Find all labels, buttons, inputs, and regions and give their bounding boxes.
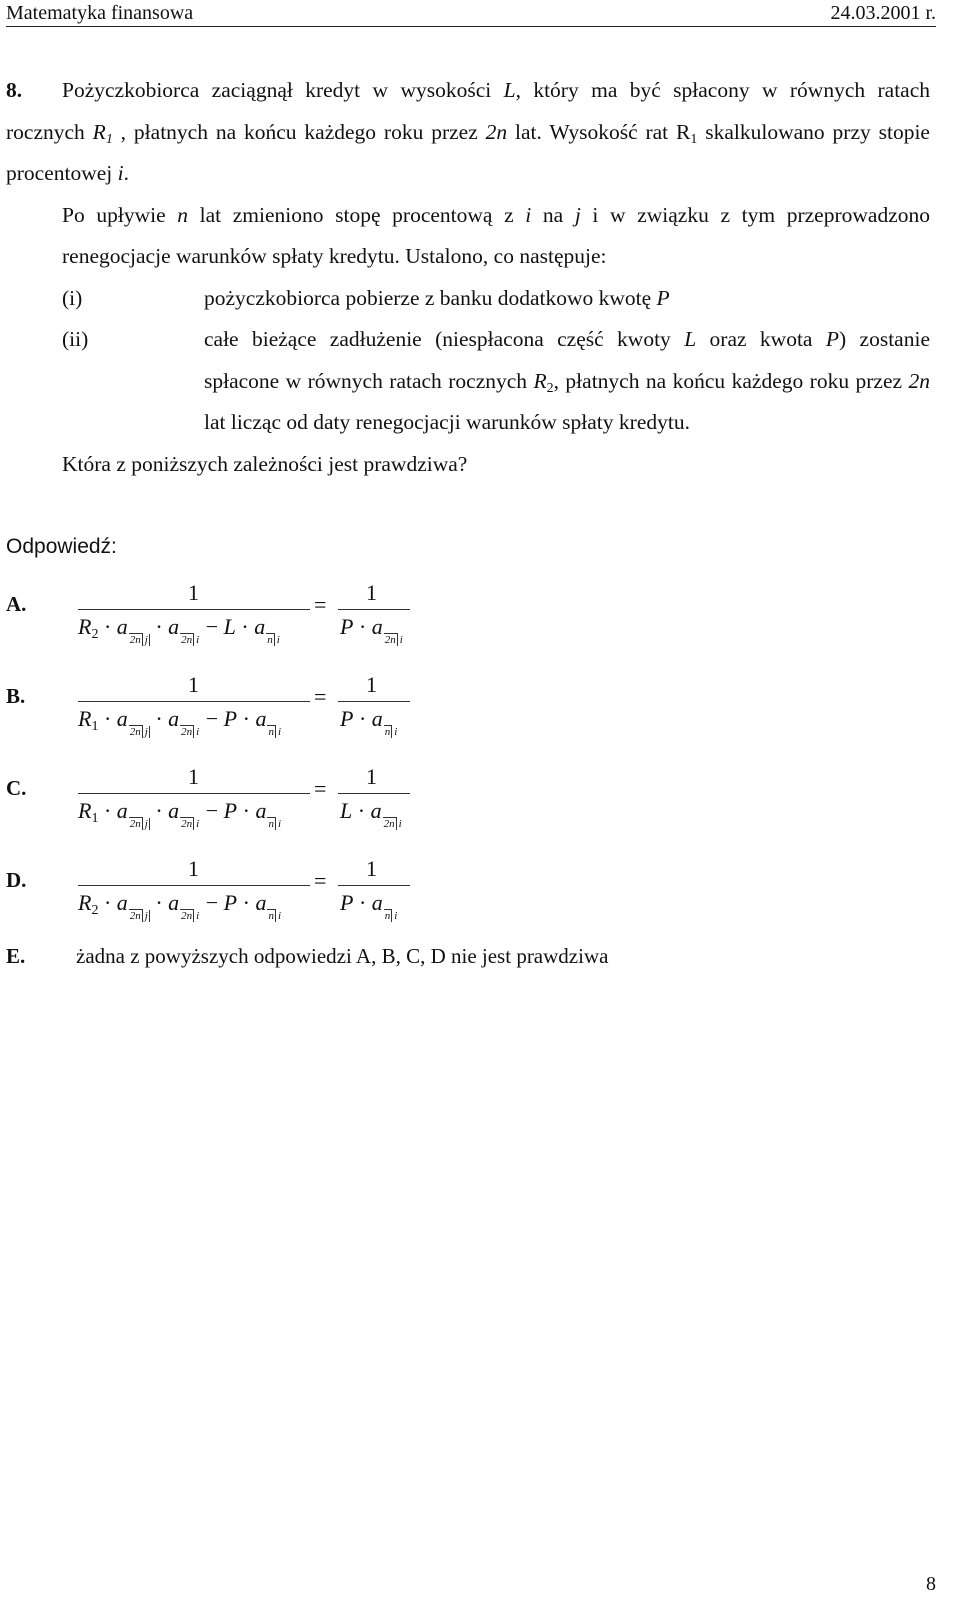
left-numerator: 1: [188, 856, 199, 881]
right-numerator: 1: [366, 856, 377, 881]
left-denominator: $R_2 \cdot a_{2n}$ $_j \cdot a_{2n}$ $_i - L \cdot a_n$ $_i$: [78, 614, 280, 646]
list-item-tag: (i): [62, 285, 83, 310]
page-number: 8: [926, 1573, 936, 1595]
problem-number: 8.: [6, 78, 23, 102]
list-item-tag: (ii): [62, 327, 89, 351]
option-formula-c: [78, 764, 438, 834]
option-label-e: E.: [6, 944, 26, 968]
list-item: (i) pożyczkobiorca pobierze z banku dodatkowo kwotę P: [6, 278, 930, 320]
option-formula-a: [78, 580, 438, 650]
left-numerator: 1: [188, 672, 199, 697]
right-denominator: $P \cdot a_n$ $_i$: [340, 706, 398, 738]
right-fraction-bar: [338, 885, 410, 886]
left-fraction-bar: [78, 609, 310, 610]
equals-sign: =: [314, 776, 327, 801]
equals-sign: =: [314, 592, 327, 617]
left-fraction-bar: [78, 885, 310, 886]
left-denominator: $R_2 \cdot a_{2n}$ $_j \cdot a_{2n}$ $_i - P \cdot a_n$ $_i$: [78, 890, 281, 922]
option-label-a: A.: [6, 592, 27, 616]
left-numerator: 1: [188, 580, 199, 605]
answer-title: Odpowiedź:: [6, 535, 117, 558]
problem-text: [6, 70, 930, 485]
option-label-c: C.: [6, 776, 27, 800]
equals-sign: =: [314, 868, 327, 893]
option-label-d: D.: [6, 868, 27, 892]
left-denominator: $R_1 \cdot a_{2n}$ $_j \cdot a_{2n}$ $_i - P \cdot a_n$ $_i$: [78, 798, 281, 830]
option-formula-b: [78, 672, 438, 742]
right-numerator: 1: [366, 580, 377, 605]
right-fraction-bar: [338, 701, 410, 702]
list-item: (ii) całe bieżące zadłużenie (niespłacona część kwoty L oraz kwota P) zostanie spłacone w równych ratach rocznych $R_2$, płatnych na końcu każdego roku przez 2n lat licząc od daty renegocjacji warunków spłaty kredytu.: [6, 319, 930, 444]
right-denominator: $P \cdot a_{2n}$ $_i$: [340, 614, 403, 646]
right-fraction-bar: [338, 793, 410, 794]
right-denominator: $P \cdot a_n$ $_i$: [340, 890, 398, 922]
problem-question: Która z poniższych zależności jest prawdziwa?: [62, 451, 468, 476]
left-fraction-bar: [78, 793, 310, 794]
header-date: 24.03.2001 r.: [830, 2, 936, 24]
option-e-text: żadna z powyższych odpowiedzi A, B, C, D nie jest prawdziwa: [76, 944, 609, 968]
left-numerator: 1: [188, 764, 199, 789]
left-denominator: $R_1 \cdot a_{2n}$ $_j \cdot a_{2n}$ $_i - P \cdot a_n$ $_i$: [78, 706, 281, 738]
problem-paragraph-2: Po upływie n lat zmieniono stopę procentową z i na j i w związku z tym przeprowadzono renegocjacje warunków spłaty kredytu. Ustalono, co następuje:: [62, 202, 930, 268]
right-denominator: $L \cdot a_{2n}$ $_i$: [340, 798, 402, 830]
right-fraction-bar: [338, 609, 410, 610]
equals-sign: =: [314, 684, 327, 709]
right-numerator: 1: [366, 764, 377, 789]
header-title: Matematyka finansowa: [6, 2, 194, 24]
option-formula-d: [78, 856, 438, 926]
problem-paragraph-1: 8. Pożyczkobiorca zaciągnął kredyt w wysokości L, który ma być spłacony w równych ratach rocznych $R_1$ , płatnych na końcu każdego roku przez 2n lat. Wysokość rat $R_1$ skalkulowano przy stopie procentowej i.: [6, 70, 930, 195]
right-numerator: 1: [366, 672, 377, 697]
option-label-b: B.: [6, 684, 26, 708]
page-header: [6, 0, 936, 27]
left-fraction-bar: [78, 701, 310, 702]
